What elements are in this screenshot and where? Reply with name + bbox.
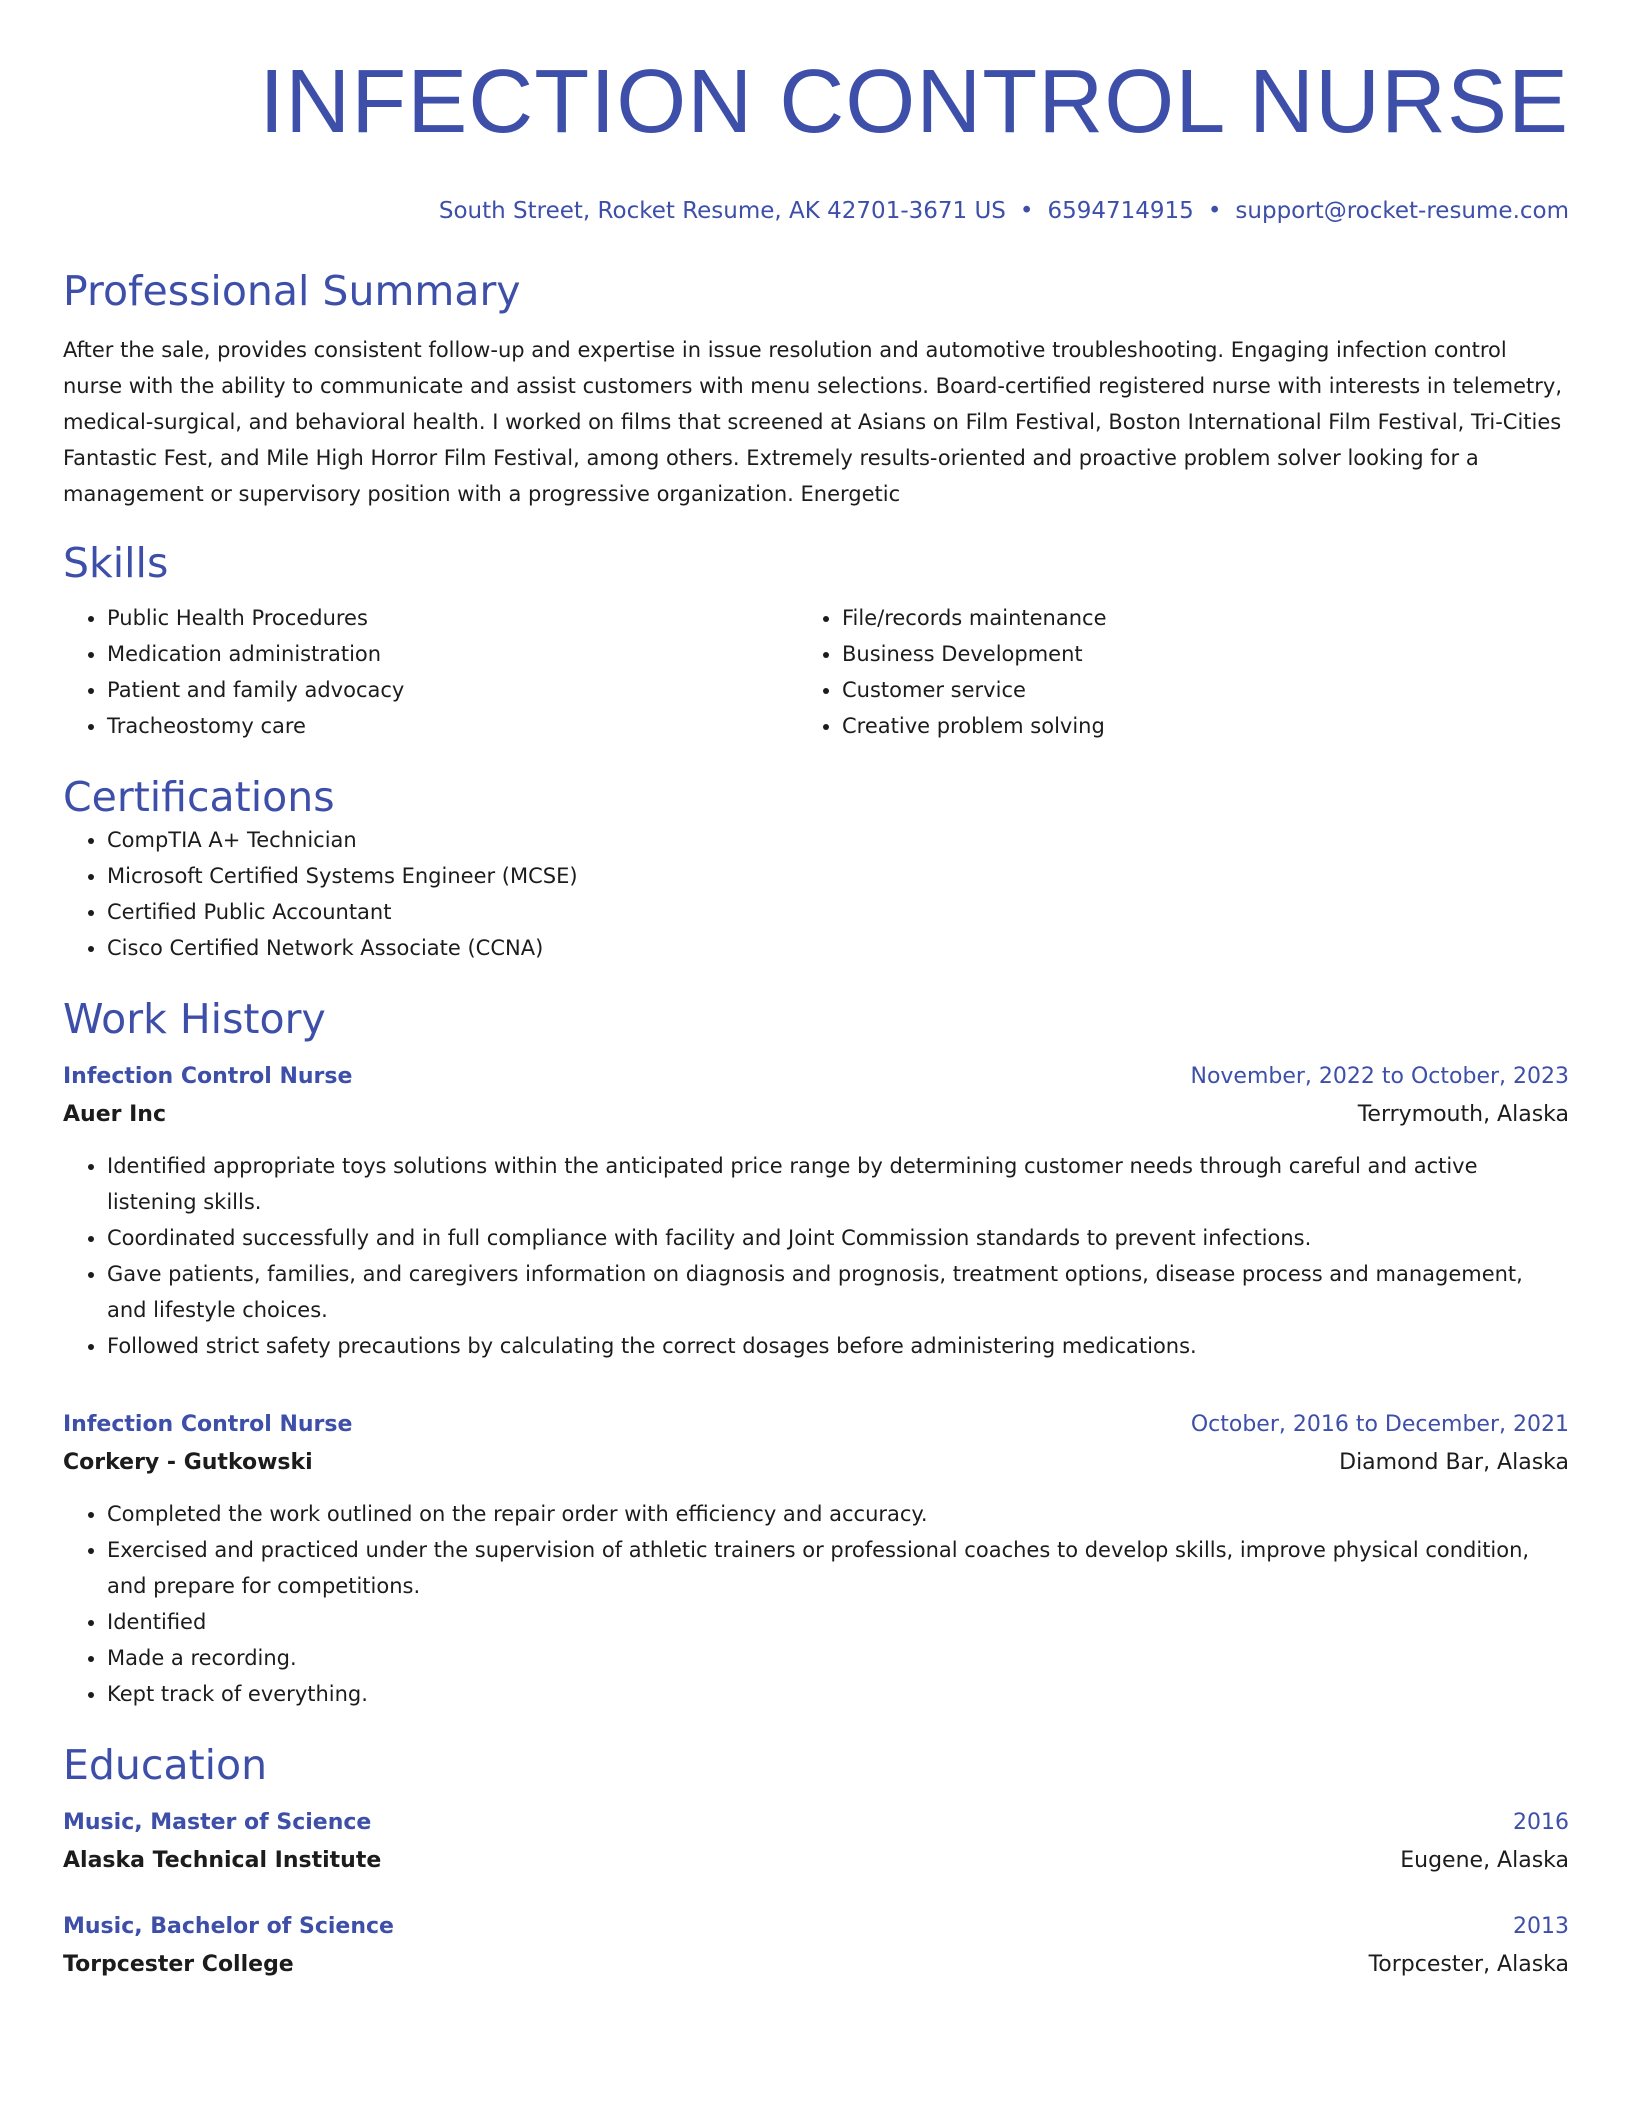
job-bullet: • Identified: [107, 1604, 1569, 1640]
job-location: Terrymouth, Alaska: [1357, 1102, 1569, 1127]
summary-text: After the sale, provides consistent follow-up and expertise in issue resolution and automotive troubleshooting. Engaging infection control nurse with the ability to communicate and assist customers with menu selections. Board-certified registered nurse with interests in telemetry, medical-surgical, and behavioral health. I worked on films that screened at Asians on Film Festival, Boston International Film Festival, Tri-Cities Fantastic Fest, and Mile High Horror Film Festival, among others. Extremely results-oriented and proactive problem solver looking for a management or supervisory position with a progressive organization. Energetic: [63, 338, 1562, 506]
education-heading: Education: [63, 1741, 268, 1789]
job-entry: [63, 1058, 1569, 1364]
skill-item: • Medication administration: [107, 636, 798, 672]
job-bullet: • Completed the work outlined on the repair order with efficiency and accuracy.: [107, 1496, 1569, 1532]
job-company: Corkery - Gutkowski: [63, 1450, 313, 1475]
certification-item: • Cisco Certified Network Associate (CCNA): [107, 930, 1569, 966]
certifications-heading: Certifications: [63, 773, 335, 821]
job-entry: [63, 1406, 1569, 1712]
education-school: Torpcester College: [63, 1952, 294, 1977]
skill-item: • Customer service: [842, 672, 1533, 708]
skill-item: • Business Development: [842, 636, 1533, 672]
job-title: Infection Control Nurse: [63, 1064, 353, 1089]
education-degree: Music, Bachelor of Science: [63, 1914, 394, 1939]
skills-column-right: [798, 600, 1533, 744]
contact-separator: •: [1207, 198, 1222, 224]
certification-item: • Certified Public Accountant: [107, 894, 1569, 930]
certification-item: • CompTIA A+ Technician: [107, 822, 1569, 858]
education-school: Alaska Technical Institute: [63, 1848, 382, 1873]
skills-column-left: [63, 600, 798, 744]
job-dates: November, 2022 to October, 2023: [1190, 1064, 1569, 1089]
job-bullet: • Gave patients, families, and caregivers information on diagnosis and prognosis, treatment options, disease process and management, and lifestyle choices.: [107, 1256, 1569, 1328]
job-location: Diamond Bar, Alaska: [1339, 1450, 1569, 1475]
education-school-row: [63, 1946, 1569, 1984]
contact-separator: •: [1019, 198, 1034, 224]
skill-item: • Tracheostomy care: [107, 708, 798, 744]
job-bullet: • Coordinated successfully and in full compliance with facility and Joint Commission standards to prevent infections.: [107, 1220, 1569, 1256]
skill-item: • Creative problem solving: [842, 708, 1533, 744]
job-company: Auer Inc: [63, 1102, 167, 1127]
education-entry: [63, 1804, 1569, 1880]
skill-item: • Public Health Procedures: [107, 600, 798, 636]
job-header-row: [63, 1406, 1569, 1444]
job-dates: October, 2016 to December, 2021: [1190, 1412, 1569, 1437]
education-year: 2016: [1513, 1810, 1569, 1835]
job-bullet: • Followed strict safety precautions by calculating the correct dosages before administering medications.: [107, 1328, 1569, 1364]
education-degree-row: [63, 1908, 1569, 1946]
education-degree-row: [63, 1804, 1569, 1842]
job-bullets: [63, 1496, 1569, 1712]
skills-heading: Skills: [63, 539, 169, 587]
summary-heading: Professional Summary: [63, 267, 521, 315]
contact-email[interactable]: support@rocket-resume.com: [1235, 198, 1569, 224]
contact-address: South Street, Rocket Resume, AK 42701-3671 US: [438, 198, 1006, 224]
education-location: Eugene, Alaska: [1400, 1848, 1569, 1873]
skills-list: [63, 600, 1569, 744]
contact-phone: 6594714915: [1047, 198, 1194, 224]
education-degree: Music, Master of Science: [63, 1810, 372, 1835]
job-company-row: [63, 1444, 1569, 1482]
certifications-list: [63, 822, 1569, 966]
job-header-row: [63, 1058, 1569, 1096]
certification-item: • Microsoft Certified Systems Engineer (MCSE): [107, 858, 1569, 894]
job-bullet: • Made a recording.: [107, 1640, 1569, 1676]
skill-item: • File/records maintenance: [842, 600, 1533, 636]
job-title: Infection Control Nurse: [63, 1412, 353, 1437]
contact-line: [63, 196, 1569, 226]
job-bullet: • Exercised and practiced under the supervision of athletic trainers or professional coaches to develop skills, improve physical condition, and prepare for competitions.: [107, 1532, 1569, 1604]
job-company-row: [63, 1096, 1569, 1134]
education-entry: [63, 1908, 1569, 1984]
education-location: Torpcester, Alaska: [1368, 1952, 1569, 1977]
skill-item: • Patient and family advocacy: [107, 672, 798, 708]
education-year: 2013: [1513, 1914, 1569, 1939]
job-bullet: • Kept track of everything.: [107, 1676, 1569, 1712]
job-bullet: • Identified appropriate toys solutions within the anticipated price range by determining customer needs through careful and active listening skills.: [107, 1148, 1569, 1220]
education-school-row: [63, 1842, 1569, 1880]
job-bullets: [63, 1148, 1569, 1364]
work-history-heading: Work History: [63, 995, 326, 1043]
resume-name: INFECTION CONTROL NURSE: [259, 52, 1569, 152]
